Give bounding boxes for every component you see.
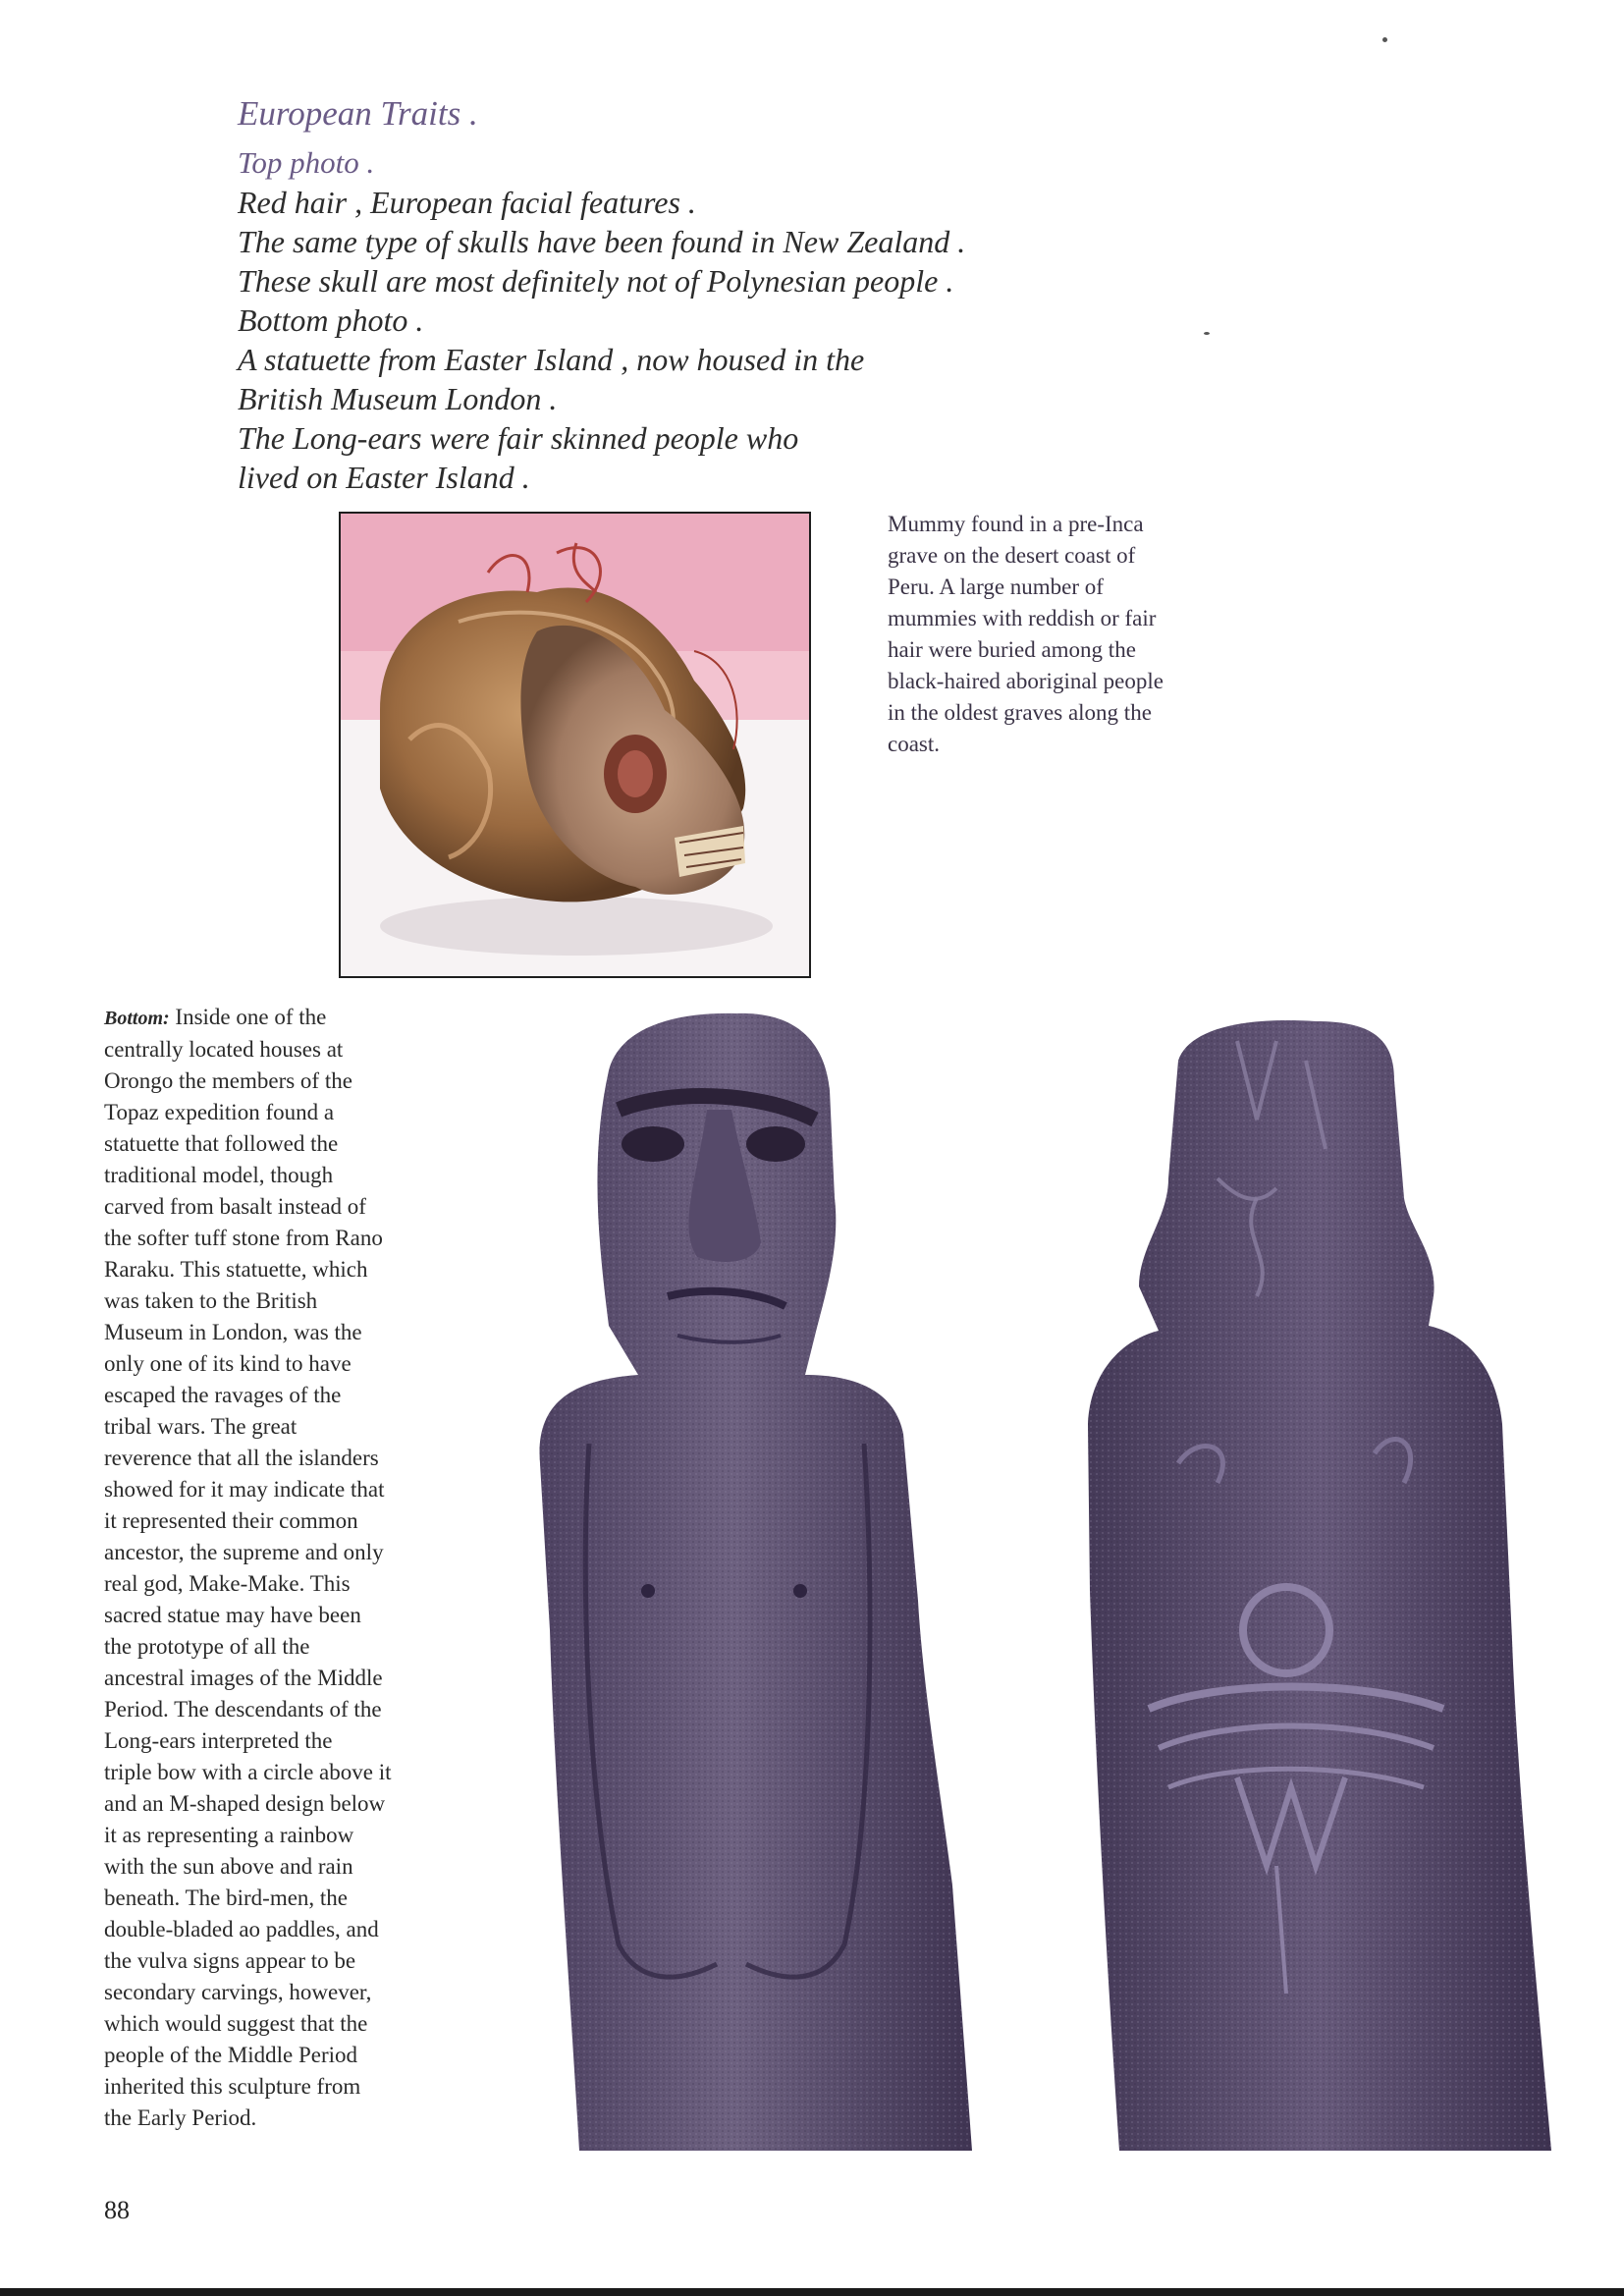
heading-line: Red hair , European facial features .	[238, 185, 696, 220]
scan-speck	[1204, 332, 1210, 335]
scan-speck	[1382, 37, 1387, 42]
mummy-skull-photo	[339, 512, 811, 978]
heading-line: The Long-ears were fair skinned people who	[238, 420, 799, 456]
heading-line: These skull are most definitely not of Polynesian people .	[238, 263, 954, 299]
heading-line: A statuette from Easter Island , now housed in the	[238, 342, 865, 377]
heading-block	[238, 90, 1121, 497]
statuette-image	[530, 1002, 1571, 2160]
mummy-caption: Mummy found in a pre-Inca grave on the desert coast of Peru. A large number of mummies with reddish or fair hair were buried among the black-haired aboriginal people in the oldest graves along the coast.	[888, 512, 1164, 756]
statuette-front	[540, 1013, 972, 2151]
page-heading: European Traits .	[238, 94, 478, 133]
statuette-back	[1088, 1020, 1551, 2151]
caption-lead: Bottom:	[104, 1008, 170, 1029]
mummy-skull-image	[341, 514, 809, 976]
heading-line: British Museum London .	[238, 381, 558, 416]
heading-line: lived on Easter Island .	[238, 460, 530, 495]
caption-body: Inside one of the centrally located houses at Orongo the members of the Topaz expedition found a statuette that followed the traditional model, though carved from basalt instead of the softer tuff stone from Rano Raraku. This statuette, which was taken to the British Museum in London, was the only one of its kind to have escaped the ravages of the tribal wars. The great reverence that all the islanders showed for it may indicate that it represented their common ancestor, the supreme and only real god, Make-Make. This sacred statue may have been the prototype of all the ancestral images of the Middle Period. The descendants of the Long-ears interpreted the triple bow with a circle above it and an M-shaped design below it as representing a rainbow with the sun above and rain beneath. The bird-men, the double-bladed ao paddles, and the vulva signs appear to be secondary carvings, however, which would suggest that the people of the Middle Period inherited this sculpture from the Early Period.	[104, 1005, 392, 2130]
bottom-caption	[104, 1002, 458, 2134]
scan-bottom-edge	[0, 2288, 1624, 2296]
heading-subtitle: Top photo .	[238, 145, 375, 180]
heading-line: The same type of skulls have been found in New Zealand .	[238, 224, 966, 259]
page-number: 88	[104, 2196, 130, 2224]
statuette-photos	[530, 1002, 1571, 2160]
heading-line: Bottom photo .	[238, 302, 424, 338]
